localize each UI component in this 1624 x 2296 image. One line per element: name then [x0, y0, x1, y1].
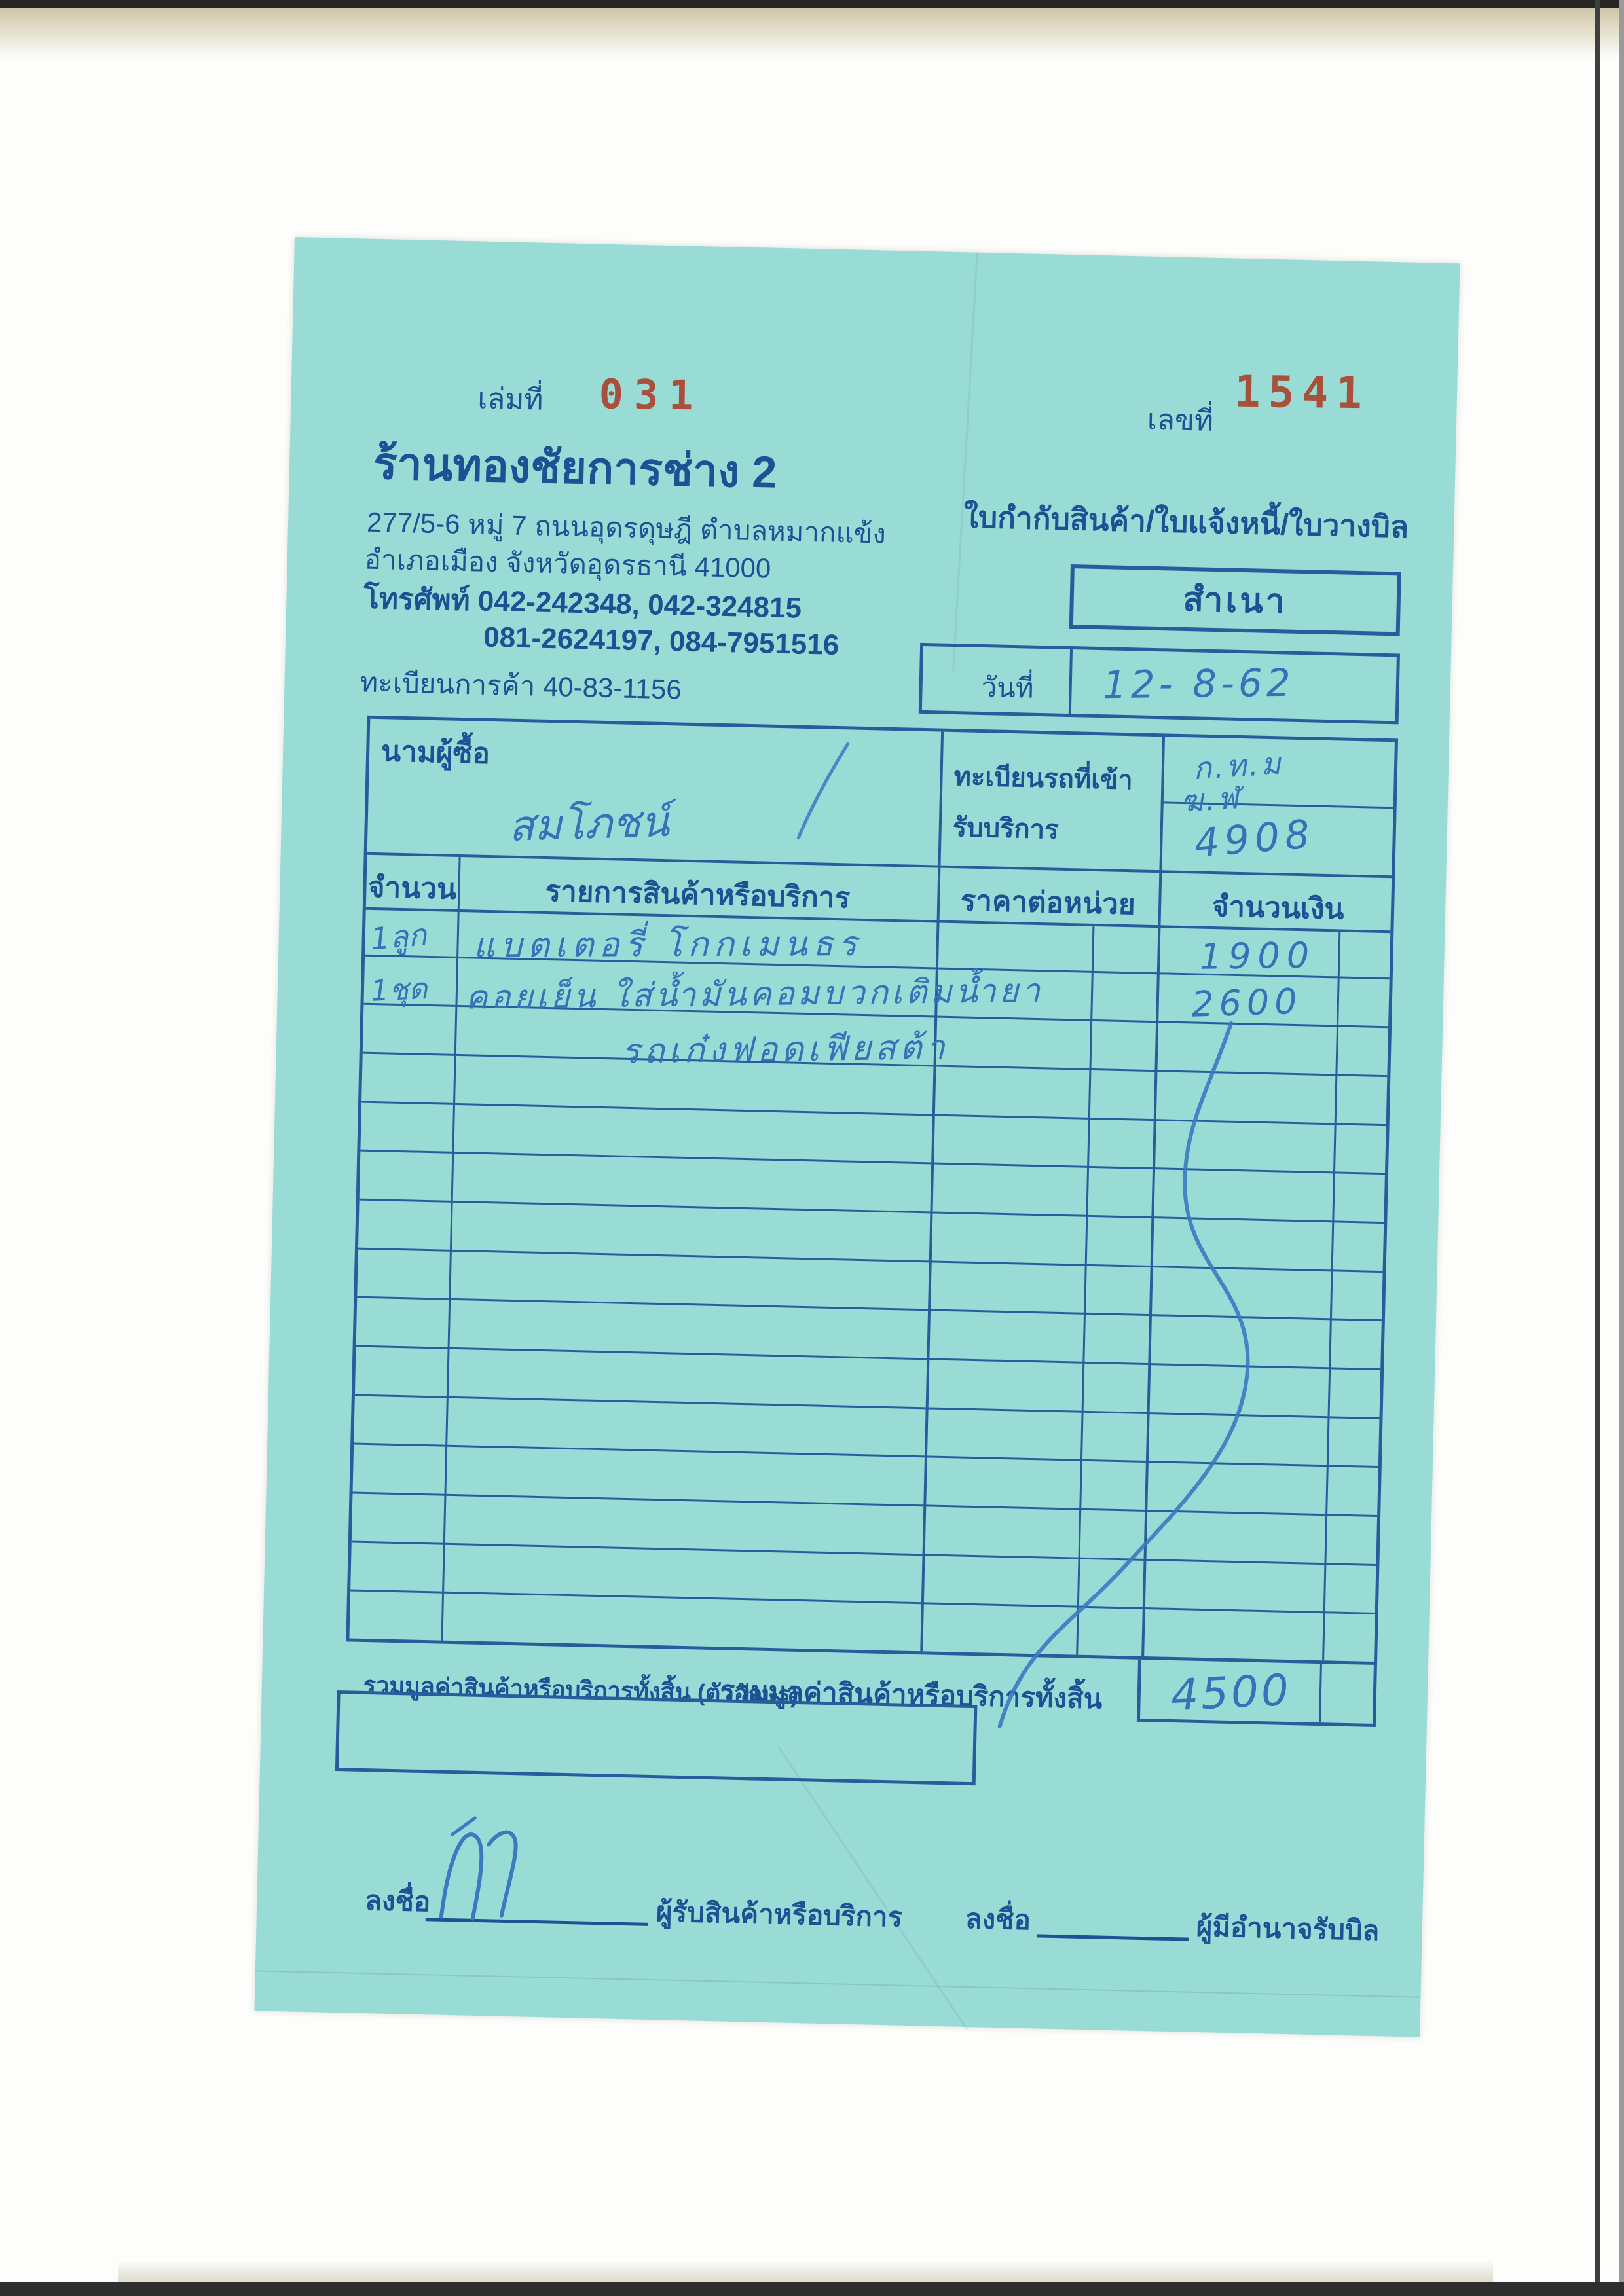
signature-scribble	[441, 1834, 482, 1919]
scan-edge-bottom	[0, 2282, 1624, 2296]
date-label: วันที่	[981, 671, 1035, 704]
paper-fold-line	[255, 1970, 1421, 1997]
buyer-name-label: นามผู้ซื้อ	[380, 735, 490, 770]
date-value-handwritten: 12- 8-62	[1102, 660, 1295, 708]
row3-desc-handwritten: รถเก๋งฟอดเฟียสต้า	[621, 1028, 950, 1072]
amount-in-words-label: รวมมูลค่าสินค้าหรือบริการทั้งสิ้น (ตัวอักษร)	[363, 1671, 799, 1709]
row2-desc-handwritten: คอยเย็น ใส่น้ำมันคอมบวกเติมน้ำยา	[465, 971, 1044, 1017]
row1-qty-handwritten: 1ลูก	[369, 917, 428, 957]
col-header-desc: รายการสินค้าหรือบริการ	[544, 875, 851, 915]
paper-crease	[777, 1746, 968, 2030]
vehicle-reg-number-handwritten: 4908	[1192, 811, 1317, 867]
scan-edge-right	[1595, 0, 1600, 2296]
row1-desc-handwritten: แบตเตอรี่ โกกเมนธร	[473, 924, 862, 966]
shop-name: ร้านทองชัยการช่าง 2	[373, 438, 778, 498]
copy-stamp-label: สำเนา	[1182, 580, 1288, 621]
book-number-label: เล่มที่	[477, 382, 544, 416]
vehicle-reg-handwritten-line2: ฆ.ฬ	[1179, 780, 1242, 819]
buyer-name-handwritten: สมโภชน์	[507, 797, 670, 852]
col-header-qty: จำนวน	[367, 871, 457, 905]
authorized-label: ผู้มีอำนาจรับบิล	[1196, 1910, 1380, 1946]
items-table	[346, 716, 1398, 1665]
row2-qty-handwritten: 1ชุด	[369, 972, 428, 1008]
sign-label-left: ลงชื่อ	[364, 1885, 431, 1918]
vehicle-reg-handwritten-line1: ก.ท.ม	[1192, 745, 1285, 787]
signature-line-right	[1037, 1934, 1189, 1941]
row2-amount-handwritten: 2600	[1190, 980, 1303, 1025]
vehicle-reg-label-line2: รับบริการ	[952, 813, 1060, 845]
sign-label-right: ลงชื่อ	[965, 1903, 1031, 1936]
doc-number-label: เลขที่	[1147, 403, 1214, 437]
signature-line-left	[426, 1918, 648, 1926]
shop-address-line2: อำเภอเมือง จังหวัดอุดรธานี 41000	[364, 543, 771, 584]
total-amount-handwritten: 4500	[1170, 1664, 1293, 1721]
copy-stamp-box	[1069, 564, 1401, 636]
amount-in-words-box	[335, 1690, 978, 1785]
shop-phone-line2: 081-2624197, 084-7951516	[483, 621, 840, 662]
date-box	[919, 643, 1400, 725]
total-label: รวมมูลค่าสินค้าหรือบริการทั้งสิ้น	[720, 1675, 1103, 1715]
row1-amount-handwritten: 1900	[1199, 934, 1316, 977]
shop-commercial-registration: ทะเบียนการค้า 40-83-1156	[360, 666, 682, 705]
col-header-unit-price: ราคาต่อหน่วย	[960, 884, 1136, 921]
vehicle-reg-label-line1: ทะเบียนรถที่เข้า	[953, 762, 1134, 795]
receipt-paper	[255, 237, 1460, 2037]
signature-scribble	[452, 1817, 475, 1835]
col-header-amount: จำนวนเงิน	[1211, 890, 1345, 926]
doc-number-stamp: 1541	[1234, 366, 1371, 419]
scan-edge-bottom-texture	[118, 2260, 1493, 2284]
shop-phone-line1: โทรศัพท์ 042-242348, 042-324815	[363, 582, 802, 625]
shop-address-line1: 277/5-6 หมู่ 7 ถนนอุดรดุษฎี ตำบลหมากแข้ง	[366, 506, 887, 549]
document-title: ใบกำกับสินค้า/ใบแจ้งหนี้/ใบวางบิล	[963, 500, 1409, 544]
paper-crease	[952, 253, 978, 671]
signature-scribble	[487, 1832, 516, 1916]
scan-edge-right-outer	[1619, 0, 1624, 2296]
book-number-stamp: 031	[599, 370, 705, 420]
receiver-label: ผู้รับสินค้าหรือบริการ	[655, 1896, 903, 1933]
scan-edge-top-texture	[0, 8, 1624, 59]
